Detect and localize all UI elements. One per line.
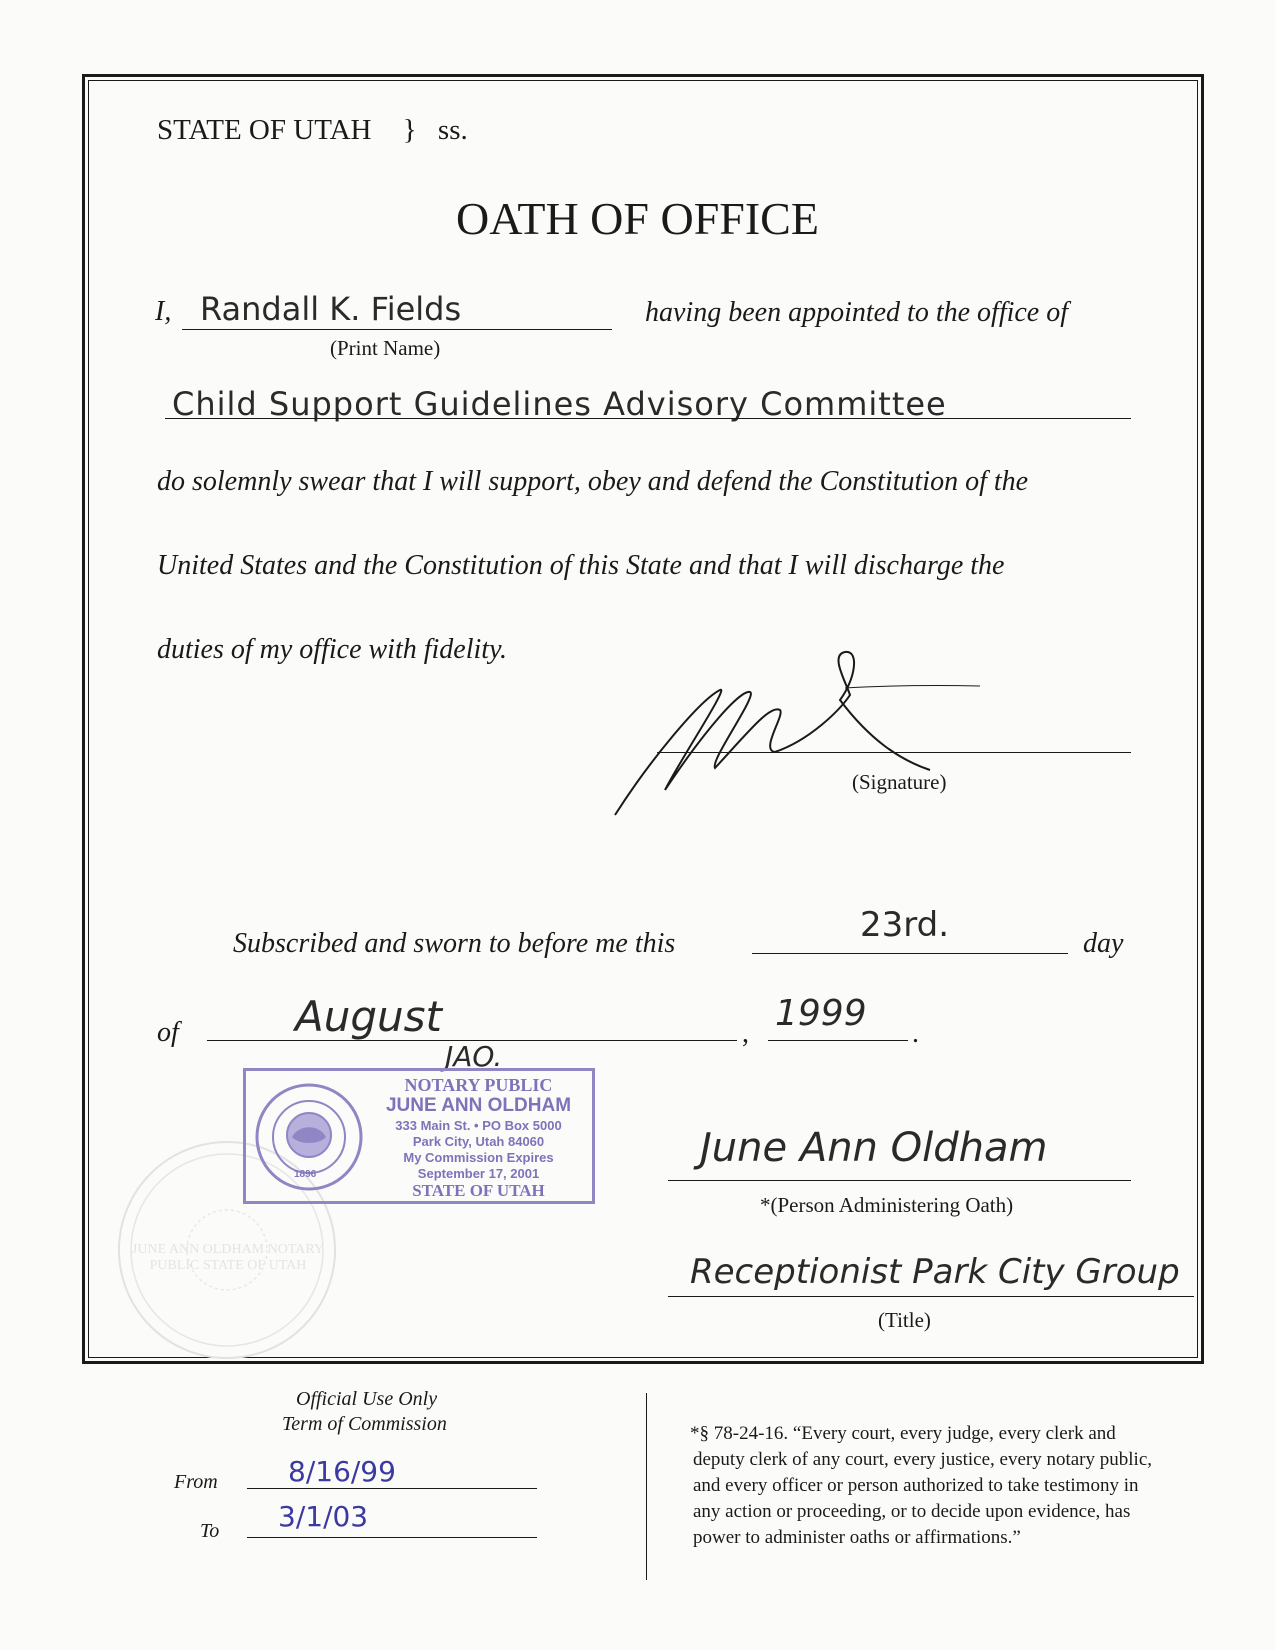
footnote-line-5: power to administer oaths or affirmations.” bbox=[693, 1527, 1021, 1548]
footnote-line-3: and every officer or person authorized to take testimony in bbox=[693, 1475, 1139, 1496]
notary-stamp bbox=[243, 1068, 595, 1204]
venue-suffix: ss. bbox=[437, 114, 468, 146]
to-underline bbox=[247, 1537, 537, 1538]
page-title: OATH OF OFFICE bbox=[456, 193, 819, 244]
appointed-text: having been appointed to the office of bbox=[645, 297, 1069, 328]
to-value: 3/1/03 bbox=[278, 1500, 369, 1533]
venue-brace: } bbox=[402, 114, 417, 146]
office-value: Child Support Guidelines Advisory Committee bbox=[172, 385, 947, 423]
officer-signature bbox=[610, 650, 990, 830]
title-underline bbox=[668, 1296, 1194, 1297]
year-value: 1999 bbox=[775, 993, 867, 1034]
month-value: August bbox=[295, 992, 442, 1041]
administering-underline bbox=[668, 1180, 1131, 1181]
day-underline bbox=[752, 953, 1068, 954]
signature-caption: (Signature) bbox=[852, 770, 947, 794]
stamp-line-1: NOTARY PUBLIC bbox=[404, 1075, 553, 1095]
from-label: From bbox=[174, 1471, 218, 1493]
venue-line bbox=[157, 114, 468, 147]
pronoun: I, bbox=[155, 296, 172, 327]
seal-year: 1896 bbox=[294, 1169, 317, 1180]
day-value: 23rd. bbox=[860, 905, 950, 945]
official-use-heading: Official Use Only bbox=[296, 1388, 438, 1410]
month-comma: , bbox=[742, 1018, 749, 1049]
footnote-line-1: *§ 78-24-16. “Every court, every judge, every clerk and bbox=[690, 1423, 1116, 1444]
signature-underline bbox=[657, 752, 1131, 753]
to-label: To bbox=[200, 1520, 220, 1542]
from-underline bbox=[247, 1488, 537, 1489]
print-name-value: Randall K. Fields bbox=[200, 290, 462, 328]
print-name-underline bbox=[182, 329, 612, 330]
term-heading: Term of Commission bbox=[282, 1413, 447, 1435]
notary-initials: JAO. bbox=[445, 1040, 503, 1073]
administering-caption: *(Person Administering Oath) bbox=[760, 1193, 1014, 1217]
stamp-line-5: My Commission Expires bbox=[403, 1150, 554, 1165]
stamp-line-3: 333 Main St. • PO Box 5000 bbox=[395, 1118, 562, 1133]
day-label: day bbox=[1083, 928, 1124, 959]
year-period: . bbox=[912, 1018, 919, 1049]
office-underline bbox=[165, 418, 1131, 419]
sworn-text: Subscribed and sworn to before me this bbox=[233, 928, 676, 959]
oath-line-3: duties of my office with fidelity. bbox=[157, 634, 507, 665]
oath-line-2: United States and the Constitution of this State and that I will discharge the bbox=[157, 550, 1005, 581]
of-label: of bbox=[157, 1017, 179, 1048]
section-divider bbox=[646, 1393, 647, 1580]
year-underline bbox=[768, 1040, 908, 1041]
administering-signature: June Ann Oldham bbox=[700, 1125, 1048, 1171]
title-value: Receptionist Park City Group bbox=[690, 1252, 1180, 1292]
stamp-line-4: Park City, Utah 84060 bbox=[412, 1134, 545, 1149]
print-name-caption: (Print Name) bbox=[330, 336, 441, 360]
footnote-line-4: any action or proceeding, or to decide upon evidence, has bbox=[693, 1501, 1131, 1522]
venue-state: STATE OF UTAH bbox=[157, 114, 372, 146]
stamp-line-6: September 17, 2001 bbox=[417, 1166, 540, 1181]
embossed-seal-text: JUNE ANN OLDHAM NOTARY PUBLIC STATE OF UTAH bbox=[131, 1242, 325, 1273]
oath-line-1: do solemnly swear that I will support, obey and defend the Constitution of the bbox=[157, 466, 1029, 497]
stamp-line-2: JUNE ANN OLDHAM bbox=[385, 1095, 572, 1116]
from-value: 8/16/99 bbox=[288, 1455, 396, 1488]
footnote-line-2: deputy clerk of any court, every justice, every notary public, bbox=[693, 1449, 1152, 1470]
stamp-line-7: STATE OF UTAH bbox=[412, 1181, 545, 1200]
title-caption: (Title) bbox=[878, 1308, 931, 1332]
